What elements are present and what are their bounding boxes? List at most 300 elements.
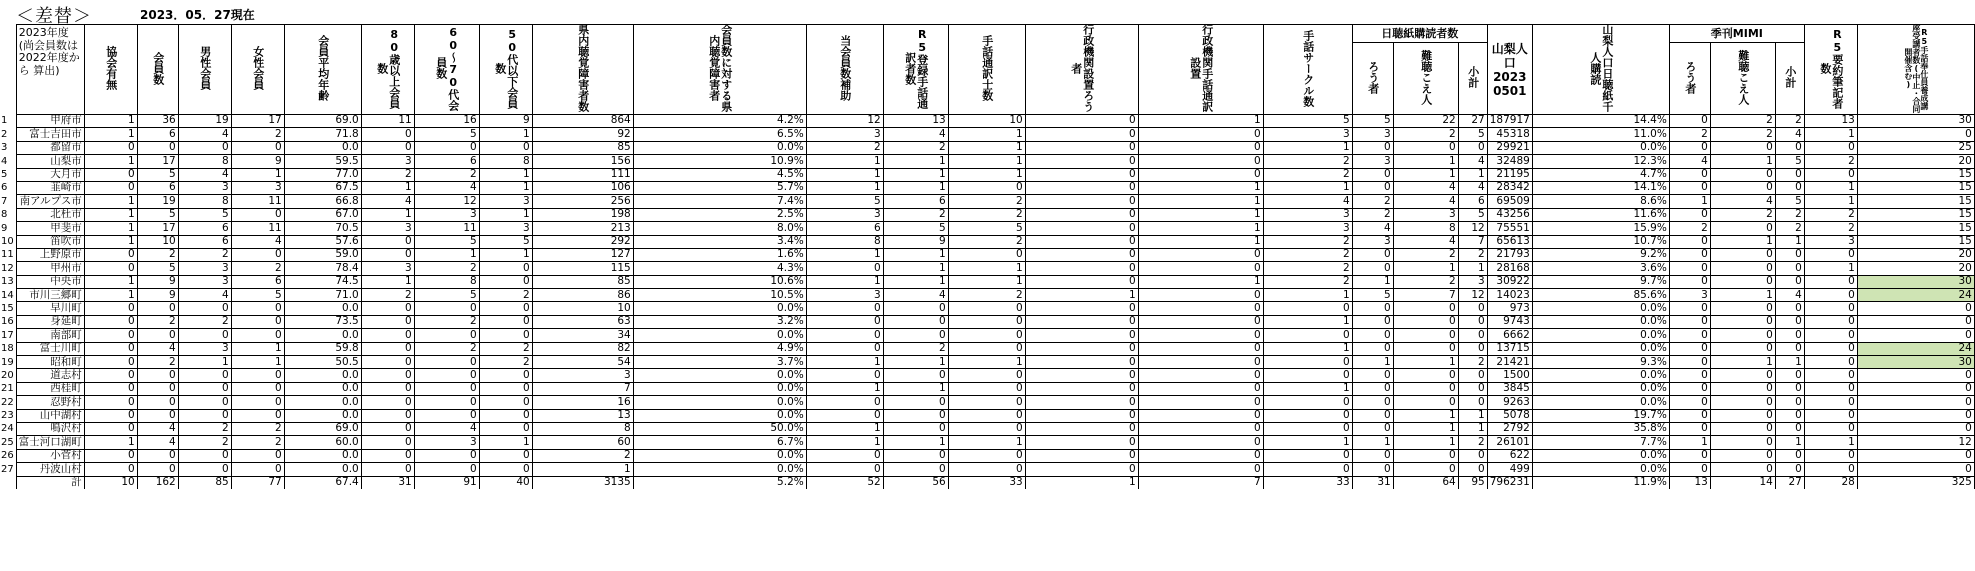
municipality-name: 甲府市 bbox=[16, 115, 84, 128]
table-row bbox=[0, 128, 1974, 141]
table-cell: 2 bbox=[1393, 128, 1458, 141]
avg-age-header: 会員平均年齢 bbox=[284, 25, 361, 115]
table-cell: 9 bbox=[479, 115, 532, 128]
table-cell: 0 bbox=[361, 302, 414, 315]
table-cell: 3 bbox=[479, 195, 532, 208]
table-cell: 0 bbox=[1025, 275, 1138, 288]
table-cell: 85 bbox=[532, 275, 633, 288]
table-cell: 0 bbox=[1263, 369, 1352, 382]
table-cell: 3 bbox=[1352, 155, 1393, 168]
table-cell: 4 bbox=[178, 128, 231, 141]
table-row bbox=[0, 302, 1974, 315]
table-cell: 4 bbox=[361, 195, 414, 208]
municipality-name: 韮崎市 bbox=[16, 181, 84, 194]
table-cell: 0 bbox=[137, 409, 178, 422]
table-cell: 1 bbox=[806, 382, 883, 395]
table-cell: 0 bbox=[414, 409, 479, 422]
table-cell: 5 bbox=[1352, 115, 1393, 128]
table-cell: 0 bbox=[948, 449, 1025, 462]
table-cell: 0 bbox=[1775, 382, 1804, 395]
mimi-subtotal-header: 小計 bbox=[1775, 43, 1804, 115]
table-cell: 1 bbox=[1352, 436, 1393, 449]
table-cell: 4.3% bbox=[633, 262, 806, 275]
table-cell: 0 bbox=[1857, 463, 1974, 476]
table-cell: 111 bbox=[532, 168, 633, 181]
table-cell: 0.0 bbox=[284, 382, 361, 395]
table-cell: 0 bbox=[1263, 449, 1352, 462]
table-cell: 0 bbox=[84, 396, 137, 409]
table-cell: 1 bbox=[883, 168, 948, 181]
table-cell: 17 bbox=[137, 222, 178, 235]
total-index bbox=[0, 476, 16, 489]
table-cell: 0.0 bbox=[284, 409, 361, 422]
table-cell: 2 bbox=[178, 315, 231, 328]
table-row bbox=[0, 369, 1974, 382]
table-cell: 0.0% bbox=[1532, 449, 1669, 462]
table-cell: 0 bbox=[1775, 449, 1804, 462]
table-cell: 2 bbox=[414, 262, 479, 275]
table-cell: 1 bbox=[1804, 128, 1857, 141]
table-cell: 1 bbox=[806, 181, 883, 194]
total-cell: 52 bbox=[806, 476, 883, 489]
table-cell: 0 bbox=[137, 382, 178, 395]
table-cell: 1 bbox=[1804, 195, 1857, 208]
table-cell: 1 bbox=[948, 155, 1025, 168]
table-cell: 0 bbox=[1669, 369, 1710, 382]
municipality-name: 山梨市 bbox=[16, 155, 84, 168]
table-cell: 1.6% bbox=[633, 248, 806, 261]
table-cell: 0 bbox=[414, 329, 479, 342]
table-cell: 5 bbox=[1458, 208, 1487, 221]
table-cell: 0 bbox=[1138, 382, 1263, 395]
table-cell: 6 bbox=[137, 128, 178, 141]
table-cell: 3 bbox=[178, 342, 231, 355]
table-cell: 0 bbox=[1393, 315, 1458, 328]
total-cell: 67.4 bbox=[284, 476, 361, 489]
table-cell: 0 bbox=[1352, 463, 1393, 476]
table-cell: 2 bbox=[1263, 235, 1352, 248]
table-cell: 0 bbox=[1352, 168, 1393, 181]
table-cell: 2 bbox=[883, 141, 948, 154]
total-cell: 95 bbox=[1458, 476, 1487, 489]
circle-header: 手話サークル数 bbox=[1263, 25, 1352, 115]
table-cell: 5 bbox=[414, 289, 479, 302]
table-cell: 4 bbox=[1710, 195, 1775, 208]
table-cell: 0 bbox=[1025, 235, 1138, 248]
table-cell: 11.6% bbox=[1532, 208, 1669, 221]
table-cell: 0 bbox=[84, 248, 137, 261]
table-cell: 1 bbox=[479, 436, 532, 449]
row-index: 3 bbox=[1, 142, 8, 154]
table-cell: 0 bbox=[1857, 329, 1974, 342]
municipality-name: 富士吉田市 bbox=[16, 128, 84, 141]
table-cell: 0 bbox=[414, 382, 479, 395]
table-cell: 2 bbox=[178, 436, 231, 449]
table-cell: 1 bbox=[883, 262, 948, 275]
table-cell: 69.0 bbox=[284, 115, 361, 128]
over80-header: 80歳以上会員数 bbox=[361, 25, 414, 115]
table-cell: 14023 bbox=[1487, 289, 1532, 302]
table-cell: 0 bbox=[1025, 208, 1138, 221]
table-cell: 10 bbox=[137, 235, 178, 248]
table-cell: 1 bbox=[361, 275, 414, 288]
table-cell: 0 bbox=[231, 302, 284, 315]
total-cell: 10 bbox=[84, 476, 137, 489]
table-cell: 0 bbox=[1025, 262, 1138, 275]
table-cell: 2 bbox=[137, 315, 178, 328]
table-cell: 19 bbox=[178, 115, 231, 128]
row-index: 10 bbox=[1, 236, 14, 247]
table-cell: 0 bbox=[1263, 422, 1352, 435]
table-cell: 0 bbox=[1393, 396, 1458, 409]
table-cell: 8 bbox=[178, 195, 231, 208]
table-cell: 11 bbox=[231, 222, 284, 235]
table-cell: 0 bbox=[84, 382, 137, 395]
table-cell: 1 bbox=[1393, 168, 1458, 181]
table-cell: 2 bbox=[1263, 248, 1352, 261]
table-cell: 1 bbox=[84, 436, 137, 449]
table-cell: 0 bbox=[1669, 315, 1710, 328]
table-cell: 50.0% bbox=[633, 422, 806, 435]
table-cell: 0 bbox=[1669, 302, 1710, 315]
table-cell: 0.0% bbox=[1532, 315, 1669, 328]
table-cell: 0 bbox=[178, 409, 231, 422]
hearing-impaired-header: 県内聴覚障害者数 bbox=[532, 25, 633, 115]
table-cell: 0 bbox=[1138, 329, 1263, 342]
table-cell: 0 bbox=[137, 396, 178, 409]
table-cell: 35.8% bbox=[1532, 422, 1669, 435]
table-cell: 0.0% bbox=[633, 141, 806, 154]
table-cell: 0 bbox=[178, 369, 231, 382]
table-cell: 0 bbox=[231, 382, 284, 395]
table-cell: 0 bbox=[1458, 302, 1487, 315]
table-cell: 0 bbox=[1025, 128, 1138, 141]
table-cell: 3 bbox=[479, 222, 532, 235]
table-cell: 78.4 bbox=[284, 262, 361, 275]
table-cell: 54 bbox=[532, 356, 633, 369]
total-cell: 14 bbox=[1710, 476, 1775, 489]
table-cell: 0 bbox=[1025, 248, 1138, 261]
table-cell: 0 bbox=[1025, 222, 1138, 235]
table-cell: 1 bbox=[806, 248, 883, 261]
table-cell: 0 bbox=[1857, 382, 1974, 395]
table-cell: 11 bbox=[414, 222, 479, 235]
table-cell: 0 bbox=[1352, 396, 1393, 409]
table-cell: 36 bbox=[137, 115, 178, 128]
table-cell: 0 bbox=[1804, 248, 1857, 261]
table-cell: 2 bbox=[231, 262, 284, 275]
table-cell: 0 bbox=[1352, 382, 1393, 395]
table-cell: 0 bbox=[1710, 382, 1775, 395]
table-cell: 2 bbox=[178, 248, 231, 261]
table-cell: 0 bbox=[948, 409, 1025, 422]
total-cell: 56 bbox=[883, 476, 948, 489]
table-cell: 0 bbox=[361, 436, 414, 449]
table-cell: 1 bbox=[1138, 115, 1263, 128]
table-cell: 2 bbox=[1669, 128, 1710, 141]
municipality-name: 上野原市 bbox=[16, 248, 84, 261]
table-cell: 17 bbox=[137, 155, 178, 168]
table-cell: 2 bbox=[1458, 436, 1487, 449]
table-cell: 1 bbox=[1804, 436, 1857, 449]
table-cell: 0 bbox=[1804, 289, 1857, 302]
table-cell: 0 bbox=[883, 329, 948, 342]
table-cell: 1 bbox=[806, 356, 883, 369]
table-cell: 0 bbox=[1857, 396, 1974, 409]
table-cell: 69509 bbox=[1487, 195, 1532, 208]
table-cell: 30922 bbox=[1487, 275, 1532, 288]
table-cell: 3 bbox=[1458, 275, 1487, 288]
table-cell: 71.8 bbox=[284, 128, 361, 141]
table-cell: 2 bbox=[361, 289, 414, 302]
table-cell: 7.4% bbox=[633, 195, 806, 208]
table-cell: 0 bbox=[361, 128, 414, 141]
table-cell: 0 bbox=[361, 463, 414, 476]
table-cell: 0 bbox=[1025, 329, 1138, 342]
table-cell: 0 bbox=[1393, 463, 1458, 476]
table-cell: 0 bbox=[1263, 356, 1352, 369]
table-cell: 1 bbox=[231, 356, 284, 369]
municipality-name: 忍野村 bbox=[16, 396, 84, 409]
table-cell: 0 bbox=[1138, 141, 1263, 154]
table-cell: 60 bbox=[532, 436, 633, 449]
table-cell: 0 bbox=[883, 422, 948, 435]
table-cell: 0 bbox=[1804, 422, 1857, 435]
table-cell: 0 bbox=[361, 409, 414, 422]
table-cell: 0.0 bbox=[284, 449, 361, 462]
table-cell: 3 bbox=[1393, 208, 1458, 221]
table-cell: 0.0% bbox=[1532, 396, 1669, 409]
table-cell: 34 bbox=[532, 329, 633, 342]
table-cell: 30 bbox=[1857, 115, 1974, 128]
table-cell: 1 bbox=[948, 275, 1025, 288]
table-cell: 0 bbox=[1710, 329, 1775, 342]
table-cell: 0 bbox=[1669, 356, 1710, 369]
table-cell: 1 bbox=[1804, 181, 1857, 194]
table-cell: 0 bbox=[1710, 262, 1775, 275]
population-header: 山梨人口 2023 0501 bbox=[1487, 25, 1532, 115]
table-cell: 65613 bbox=[1487, 235, 1532, 248]
table-cell: 0 bbox=[948, 342, 1025, 355]
table-cell: 10.5% bbox=[633, 289, 806, 302]
table-cell: 4 bbox=[1775, 289, 1804, 302]
table-cell: 2 bbox=[1263, 275, 1352, 288]
table-cell: 3.2% bbox=[633, 315, 806, 328]
table-cell: 0 bbox=[137, 329, 178, 342]
table-row bbox=[0, 275, 1974, 288]
municipality-name: 都留市 bbox=[16, 141, 84, 154]
table-cell: 0 bbox=[883, 369, 948, 382]
table-row bbox=[0, 181, 1974, 194]
table-cell: 4 bbox=[414, 181, 479, 194]
table-cell: 17 bbox=[231, 115, 284, 128]
table-cell: 4 bbox=[1458, 155, 1487, 168]
table-cell: 0 bbox=[1352, 141, 1393, 154]
table-cell: 0 bbox=[1138, 128, 1263, 141]
table-cell: 0 bbox=[361, 329, 414, 342]
table-cell: 8.0% bbox=[633, 222, 806, 235]
table-cell: 0 bbox=[1458, 396, 1487, 409]
table-cell: 1 bbox=[883, 275, 948, 288]
table-cell: 0 bbox=[1138, 302, 1263, 315]
table-row bbox=[0, 195, 1974, 208]
table-cell: 0 bbox=[231, 315, 284, 328]
table-cell: 2 bbox=[948, 208, 1025, 221]
table-cell: 0 bbox=[231, 208, 284, 221]
table-cell: 0 bbox=[1669, 168, 1710, 181]
table-cell: 1 bbox=[883, 356, 948, 369]
table-cell: 30 bbox=[1857, 275, 1974, 288]
table-cell: 3 bbox=[1669, 289, 1710, 302]
table-cell: 0 bbox=[479, 329, 532, 342]
table-cell: 24 bbox=[1857, 289, 1974, 302]
table-cell: 4.7% bbox=[1532, 168, 1669, 181]
table-cell: 1 bbox=[948, 141, 1025, 154]
table-cell: 59.0 bbox=[284, 248, 361, 261]
kyokai-header: 協会有無 bbox=[84, 25, 137, 115]
table-cell: 0 bbox=[1138, 409, 1263, 422]
table-cell: 4 bbox=[1263, 195, 1352, 208]
table-cell: 0 bbox=[948, 302, 1025, 315]
table-cell: 3 bbox=[806, 128, 883, 141]
table-cell: 0 bbox=[948, 369, 1025, 382]
table-cell: 8 bbox=[479, 155, 532, 168]
table-cell: 85 bbox=[532, 141, 633, 154]
table-cell: 0 bbox=[84, 449, 137, 462]
table-cell: 0.0% bbox=[633, 449, 806, 462]
mimi-hoh-header: 難聴こえ人 bbox=[1710, 43, 1775, 115]
table-cell: 0 bbox=[1393, 382, 1458, 395]
table-cell: 0 bbox=[1804, 409, 1857, 422]
table-cell: 15 bbox=[1857, 195, 1974, 208]
table-cell: 0 bbox=[361, 342, 414, 355]
table-cell: 0 bbox=[137, 302, 178, 315]
table-cell: 0 bbox=[84, 356, 137, 369]
table-cell: 0 bbox=[479, 449, 532, 462]
table-cell: 3 bbox=[414, 208, 479, 221]
table-row bbox=[0, 356, 1974, 369]
table-cell: 0 bbox=[231, 248, 284, 261]
table-cell: 7 bbox=[1393, 289, 1458, 302]
table-cell: 0.0% bbox=[1532, 329, 1669, 342]
table-cell: 8.6% bbox=[1532, 195, 1669, 208]
table-cell: 4 bbox=[1458, 181, 1487, 194]
table-cell: 0 bbox=[1352, 262, 1393, 275]
table-cell: 0 bbox=[1775, 181, 1804, 194]
table-cell: 0 bbox=[479, 382, 532, 395]
table-cell: 9743 bbox=[1487, 315, 1532, 328]
row-index: 14 bbox=[1, 289, 14, 301]
table-cell: 3 bbox=[178, 262, 231, 275]
table-cell: 8 bbox=[532, 422, 633, 435]
table-cell: 0 bbox=[479, 396, 532, 409]
row-index: 23 bbox=[1, 410, 14, 422]
row-index: 18 bbox=[1, 343, 14, 355]
table-cell: 4 bbox=[1775, 128, 1804, 141]
table-cell: 1 bbox=[948, 168, 1025, 181]
table-cell: 0.0 bbox=[284, 396, 361, 409]
table-cell: 0 bbox=[1458, 463, 1487, 476]
table-cell: 4 bbox=[1393, 181, 1458, 194]
table-cell: 4 bbox=[178, 168, 231, 181]
table-cell: 0 bbox=[1352, 302, 1393, 315]
table-cell: 11.0% bbox=[1532, 128, 1669, 141]
municipality-name: 丹波山村 bbox=[16, 463, 84, 476]
table-cell: 2 bbox=[414, 168, 479, 181]
table-cell: 1 bbox=[1393, 262, 1458, 275]
table-cell: 0 bbox=[1710, 248, 1775, 261]
total-cell: 3135 bbox=[532, 476, 633, 489]
r5-registered-header: R5登録手話通訳者数 bbox=[883, 25, 948, 115]
table-row bbox=[0, 289, 1974, 302]
table-row bbox=[0, 115, 1974, 128]
table-cell: 0 bbox=[1775, 422, 1804, 435]
table-cell: 1 bbox=[1669, 195, 1710, 208]
row-index: 2 bbox=[1, 128, 8, 140]
table-cell: 0 bbox=[806, 342, 883, 355]
table-row bbox=[0, 422, 1974, 435]
table-cell: 0 bbox=[1458, 382, 1487, 395]
table-cell: 2 bbox=[1263, 155, 1352, 168]
row-index: 20 bbox=[1, 369, 14, 381]
table-row bbox=[0, 141, 1974, 154]
table-cell: 4 bbox=[1352, 222, 1393, 235]
table-row bbox=[0, 396, 1974, 409]
table-cell: 0 bbox=[1458, 369, 1487, 382]
table-cell: 0 bbox=[1669, 208, 1710, 221]
page-title: ＜差替＞ bbox=[16, 6, 92, 27]
table-row bbox=[0, 315, 1974, 328]
table-cell: 15 bbox=[1857, 235, 1974, 248]
total-row bbox=[0, 476, 1974, 489]
municipality-name: 西桂町 bbox=[16, 382, 84, 395]
table-cell: 60.0 bbox=[284, 436, 361, 449]
table-cell: 9 bbox=[231, 155, 284, 168]
table-cell: 0 bbox=[84, 369, 137, 382]
table-cell: 3 bbox=[1263, 208, 1352, 221]
nichi-subtotal-header: 小計 bbox=[1458, 43, 1487, 115]
table-cell: 0.0% bbox=[633, 463, 806, 476]
table-cell: 15 bbox=[1857, 208, 1974, 221]
table-cell: 0 bbox=[1263, 463, 1352, 476]
table-cell: 66.8 bbox=[284, 195, 361, 208]
table-cell: 0.0 bbox=[284, 329, 361, 342]
table-cell: 0 bbox=[1775, 342, 1804, 355]
table-cell: 0 bbox=[1669, 329, 1710, 342]
table-cell: 0 bbox=[1804, 141, 1857, 154]
table-cell: 6 bbox=[1458, 195, 1487, 208]
table-cell: 0 bbox=[1352, 369, 1393, 382]
total-cell: 13 bbox=[1669, 476, 1710, 489]
table-cell: 9 bbox=[137, 289, 178, 302]
table-row bbox=[0, 409, 1974, 422]
table-cell: 0 bbox=[1352, 329, 1393, 342]
table-cell: 2 bbox=[948, 235, 1025, 248]
table-cell: 22 bbox=[1393, 115, 1458, 128]
table-cell: 127 bbox=[532, 248, 633, 261]
table-cell: 16 bbox=[532, 396, 633, 409]
table-cell: 0 bbox=[1775, 409, 1804, 422]
table-cell: 4 bbox=[137, 422, 178, 435]
table-cell: 198 bbox=[532, 208, 633, 221]
table-cell: 0 bbox=[361, 449, 414, 462]
table-cell: 69.0 bbox=[284, 422, 361, 435]
total-cell: 33 bbox=[1263, 476, 1352, 489]
table-cell: 28168 bbox=[1487, 262, 1532, 275]
table-cell: 1 bbox=[1263, 181, 1352, 194]
table-cell: 1 bbox=[1263, 289, 1352, 302]
table-cell: 4 bbox=[414, 422, 479, 435]
